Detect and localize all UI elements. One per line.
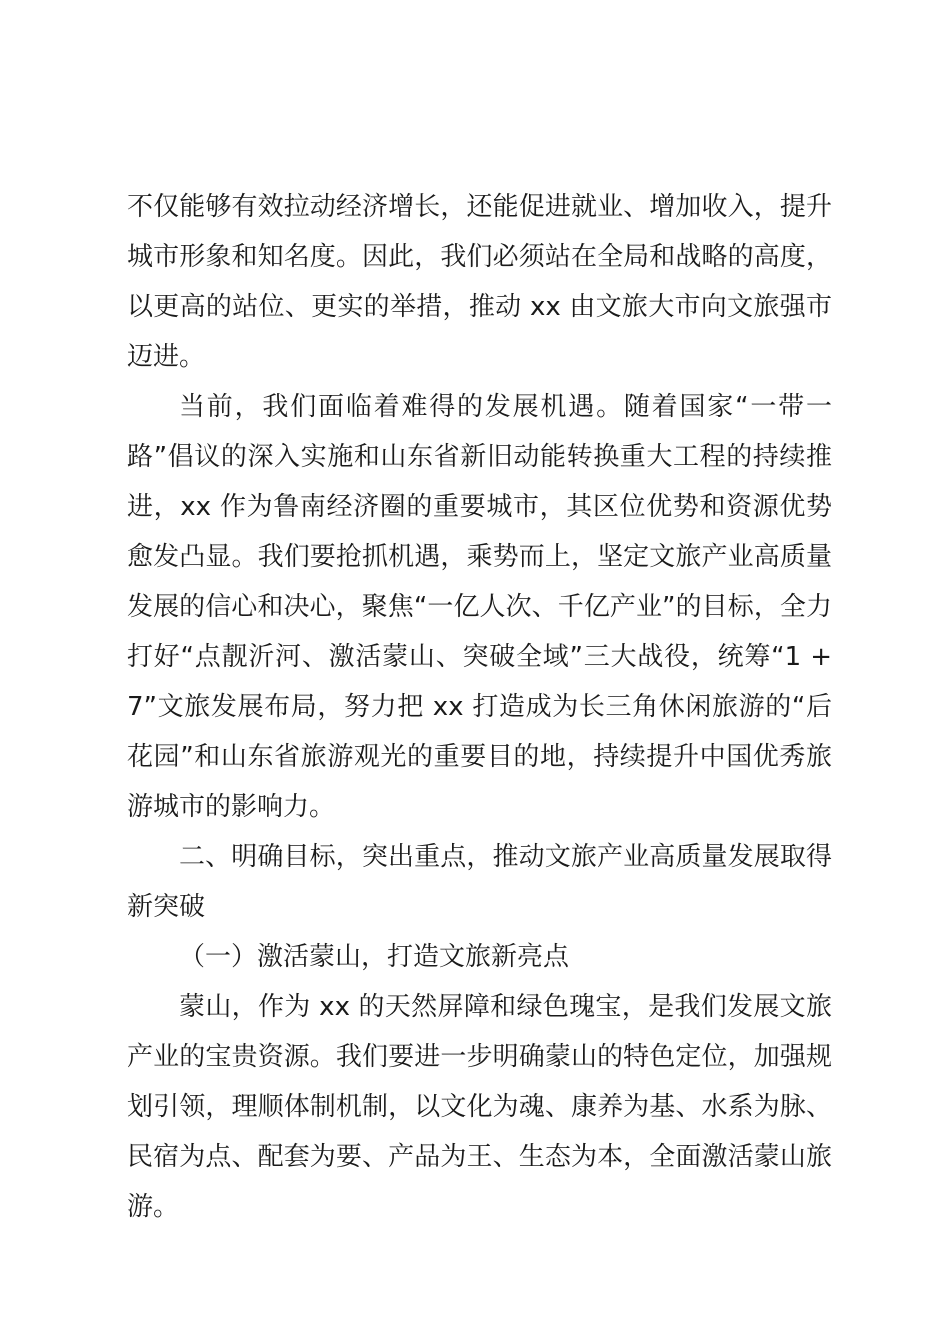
subsection-heading: （一）激活蒙山，打造文旅新亮点 xyxy=(179,942,570,972)
paragraph-opportunity: 当前，我们面临着难得的发展机遇。随着国家“一带一路”倡议的深入实施和山东省新旧动能转换重大工程的持续推进，xx 作为鲁南经济圈的重要城市，其区位优势和资源优势愈发凸显。我们要抢抓机遇，乘势而上，坚定文旅产业高质量发展的信心和决心，聚焦“一亿人次、千亿产业”的目标，全力打好“点靓沂河、激活蒙山、突破全域”三大战役，统筹“1 + 7”文旅发展布局，努力把 xx 打造成为长三角休闲旅游的“后花园”和山东省旅游观光的重要目的地，持续提升中国优秀旅游城市的影响力。 xyxy=(127,392,832,822)
document-body xyxy=(127,182,832,1232)
paragraph-mengshan: 蒙山，作为 xx 的天然屏障和绿色瑰宝，是我们发展文旅产业的宝贵资源。我们要进一步明确蒙山的特色定位，加强规划引领，理顺体制机制，以文化为魂、康养为基、水系为脉、民宿为点、配套为要、产品为王、生态为本，全面激活蒙山旅游。 xyxy=(127,992,832,1222)
section-heading: 二、明确目标，突出重点，推动文旅产业高质量发展取得新突破 xyxy=(127,842,832,922)
paragraph-continuation: 不仅能够有效拉动经济增长，还能促进就业、增加收入，提升城市形象和知名度。因此，我们必须站在全局和战略的高度，以更高的站位、更实的举措，推动 xx 由文旅大市向文旅强市迈进。 xyxy=(127,192,832,372)
